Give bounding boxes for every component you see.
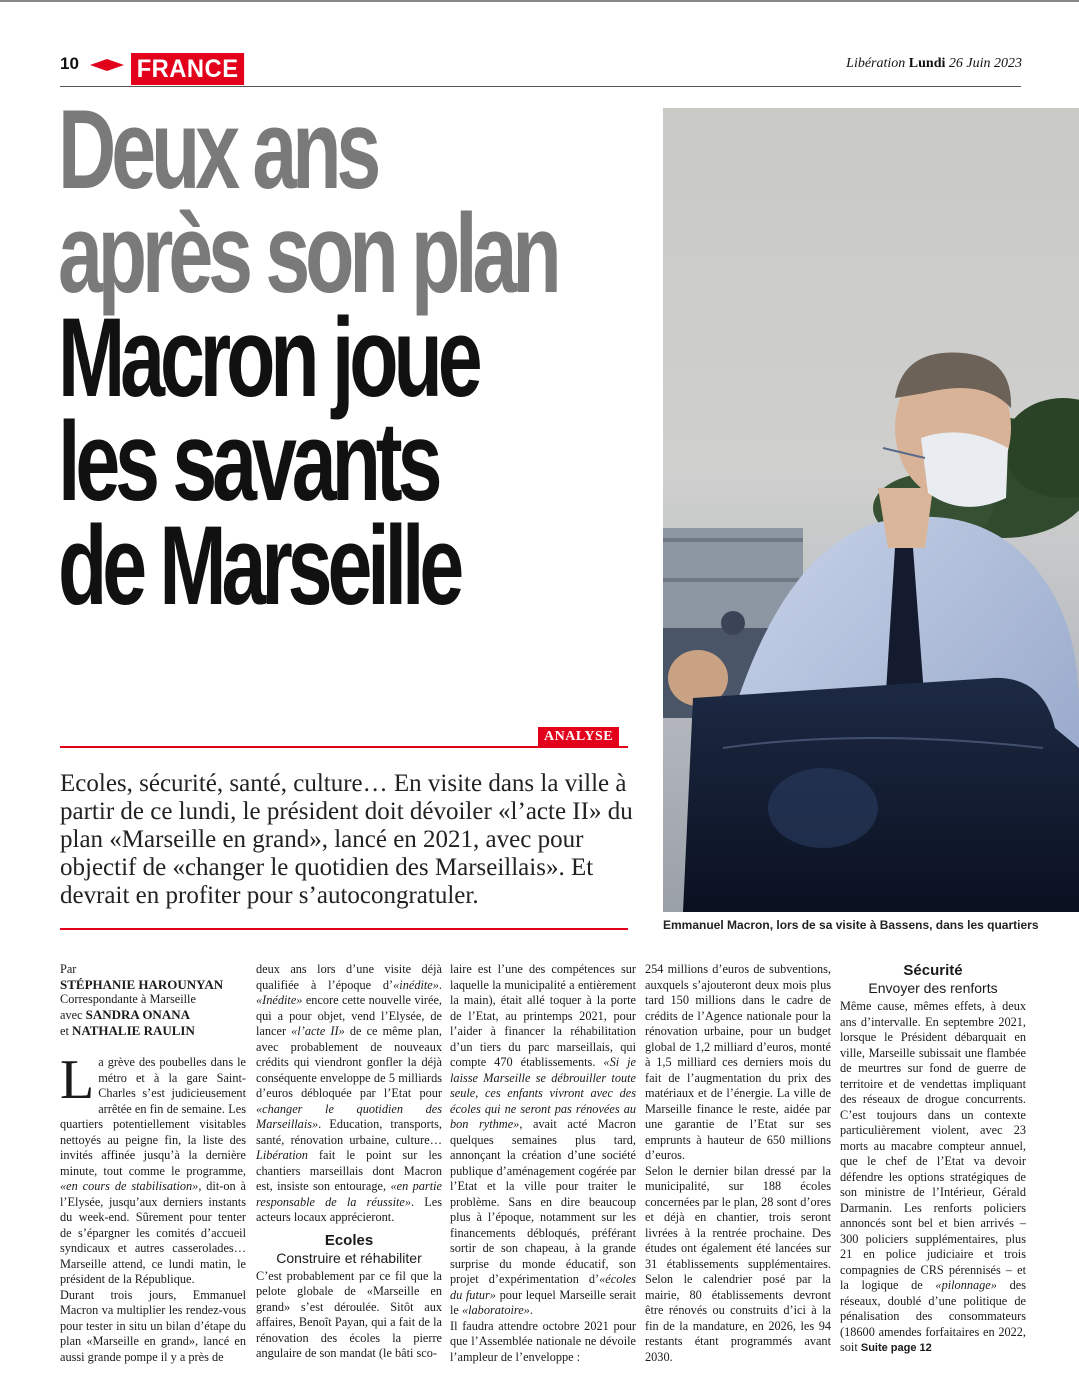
headline-line-1: Deux ans: [58, 87, 377, 212]
subhead-title: Ecoles: [324, 1231, 374, 1249]
photo-illustration: [663, 108, 1079, 912]
headline: [58, 87, 557, 628]
masthead-day: Lundi: [908, 56, 946, 71]
continued-link[interactable]: Suite page 12: [860, 1342, 932, 1354]
masthead-paper: Libération: [846, 56, 906, 71]
subhead-securite: [840, 962, 1026, 997]
paragraph: Durant trois jours, Emmanuel Macron va multiplier les rendez-vous pour tester in situ un bilan d’étape du plan «Marseille en grand», lancé en aussi grande pompe il y a près de: [60, 1287, 246, 1364]
masthead: [846, 56, 1022, 72]
analyse-tag: ANALYSE: [538, 727, 619, 747]
paragraph: Selon le dernier bilan dressé par la municipalité, sur 188 écoles concernées par le plan, 28 sont d’ores et déjà en chantier, trois seront livrées à la rentrée prochaine. Des études ont également été lancées sur 31 établissements supplémentaires. Selon le calendrier posé par la mairie, 80 établissements devront être rénovés ou construits d’ici à la fin de la mandature, en 2026, les 94 restants étant programmés avant 2030.: [645, 1163, 831, 1364]
photo-caption: Emmanuel Macron, lors de sa visite à Bassens, dans les quartiers: [663, 918, 1039, 932]
drop-cap: L: [60, 1049, 95, 1111]
subhead-title: Sécurité: [903, 962, 963, 979]
author-3: NATHALIE RAULIN: [71, 1023, 195, 1038]
article-column-1: [60, 962, 246, 1365]
author-2: SANDRA ONANA: [85, 1007, 190, 1022]
byline: [60, 962, 246, 1039]
paragraph: Il faudra attendre octobre 2021 pour que l’Assemblée nationale ne dévoile l’ampleur de l’enveloppe :: [450, 1318, 636, 1364]
paragraph: Même cause, mêmes effets, à deux ans d’intervalle. En septembre 2021, lorsque le Président débarquait en ville, Marseille subissait une flambée de meurtres sur fond de guerre de territoire et de vendettas impliquant des réseaux de drogue concurrents. C’est toujours dans un contexte particulièrement violent, avec 23 morts au macabre compteur annuel, que le chef de l’Etat va devoir défendre les options stratégiques de son ministre de l’Intérieur, Gérald Darmanin. Les renforts policiers annoncés sont bel et bien arrivés – 300 policiers supplémentaires, plus 21 en police judiciaire et trois compagnies de CRS pérennisés – et la logique de «pilonnage» des réseaux, doublé d’une politique de pénalisation des consommateurs (18600 amendes forfaitaires en 2022, soit Suite page 12: [840, 999, 1026, 1354]
article-column-5: [840, 962, 1026, 1357]
article-photo: [663, 108, 1079, 912]
article-column-3: [450, 962, 636, 1365]
paragraph: 254 millions d’euros de subventions, auxquels s’ajouteront deux mois plus tard 150 millions dans le cadre de crédits de l’Agence nationale pour la rénovation urbaine, pour un budget global de 1,2 milliard d’euros, monté à 1,5 milliard ces derniers mois du fait de l’augmentation du prix des matériaux et de l’énergie. La ville de Marseille finance le reste, aidée par une garantie de l’Etat sur ses emprunts à hauteur de 650 millions d’euros.: [645, 962, 831, 1162]
subhead-subtitle: Envoyer des renforts: [868, 980, 998, 996]
page-number: 10: [60, 54, 79, 73]
section-diamond-icon: [90, 59, 124, 71]
paragraph: laire est l’une des compétences sur laquelle la municipalité a entièrement la main), était allé toquer à la porte de l’Etat, au printemps 2021, pour l’aider à financer la réhabilitation d’un tiers du parc marseillais, qui compte 470 établissements. «Si je laisse Marseille se débrouiller toute seule, ces enfants vivront avec des écoles qui ne seront pas rénovées au bon rythme», avait acté Macron quelques semaines plus tard, annonçant la création d’une société publique d’aménagement cogérée par l’Etat et la ville pour traiter le problème. Sans en dire beaucoup plus à l’époque, notamment sur les financements débloqués, préférant sortir de son chapeau, à la grande surprise du monde éducatif, son projet d’expérimentation d’«écoles du futur» pour lequel Marseille serait le «laboratoire».: [450, 962, 637, 1317]
section-label: FRANCE: [131, 53, 244, 85]
headline-line-4: les savants: [58, 399, 438, 524]
paragraph: deux ans lors d’une visite déjà qualifiée à l’époque d’«inédite». «Inédite» encore cette nouvelle virée, qui a pour objet, vend l’Elysée, de lancer «l’acte II» de ce même plan, avec probablement de nouveaux crédits qui viendront gonfler la déjà conséquente enveloppe de 5 milliards d’euros débloquée par l’Etat pour «changer le quotidien des Marseillais». Education, transports, santé, rénovation urbaine, culture… Libération fait le point sur les chantiers marseillais dont Macron est, insiste son entourage, «en partie responsable de la réussite». Les acteurs locaux apprécieront.: [256, 962, 443, 1224]
headline-line-5: de Marseille: [58, 503, 460, 628]
subhead-ecoles: [256, 1232, 442, 1267]
subhead-subtitle: Construire et réhabiliter: [276, 1249, 422, 1266]
masthead-date: 26 Juin 2023: [948, 56, 1022, 71]
headline-line-2: après son plan: [58, 191, 557, 316]
top-rule: [0, 0, 1079, 2]
byline-par: Par: [60, 962, 77, 976]
author-1-role: Correspondante à Marseille: [60, 992, 196, 1006]
byline-et: et: [60, 1024, 69, 1038]
article-column-4: [645, 962, 831, 1365]
article-column-2: [256, 962, 442, 1362]
byline-avec: avec: [60, 1008, 83, 1022]
chapo-rule: [60, 928, 628, 930]
author-1: STÉPHANIE HAROUNYAN: [60, 977, 224, 992]
headline-line-3: Macron joue: [58, 295, 478, 420]
paragraph: C’est probablement par ce fil que la pelote globale de «Marseille en grand» s’est déroulée. Sitôt aux affaires, Benoît Payan, qui a fait de la rénovation des écoles la pierre angulaire de son mandat (le bâti sco-: [256, 1268, 442, 1360]
chapo: Ecoles, sécurité, santé, culture… En visite dans la ville à partir de ce lundi, le président doit dévoiler «l’acte II» du plan «Marseille en grand», lancé en 2021, avec pour objectif de «changer le quotidien des Marseillais». Et devrait en profiter pour s’autocongratuler.: [60, 770, 633, 909]
paragraph: La grève des poubelles dans le métro et à la gare Saint-Charles s’est judicieusement arrêtée en fin de semaine. Les quartiers potentiellement visitables nettoyés au peigne fin, la liste des invités affinée jusqu’à la dernière minute, tout comme le programme, «en cours de stabilisation», dit-on à l’Elysée, jusqu’aux derniers instants du week-end. Sûrement pour tenter de s’épargner les comités d’accueil syndicaux et autres casserolades… Marseille attend, ce lundi matin, le président de la République.: [60, 1049, 246, 1286]
